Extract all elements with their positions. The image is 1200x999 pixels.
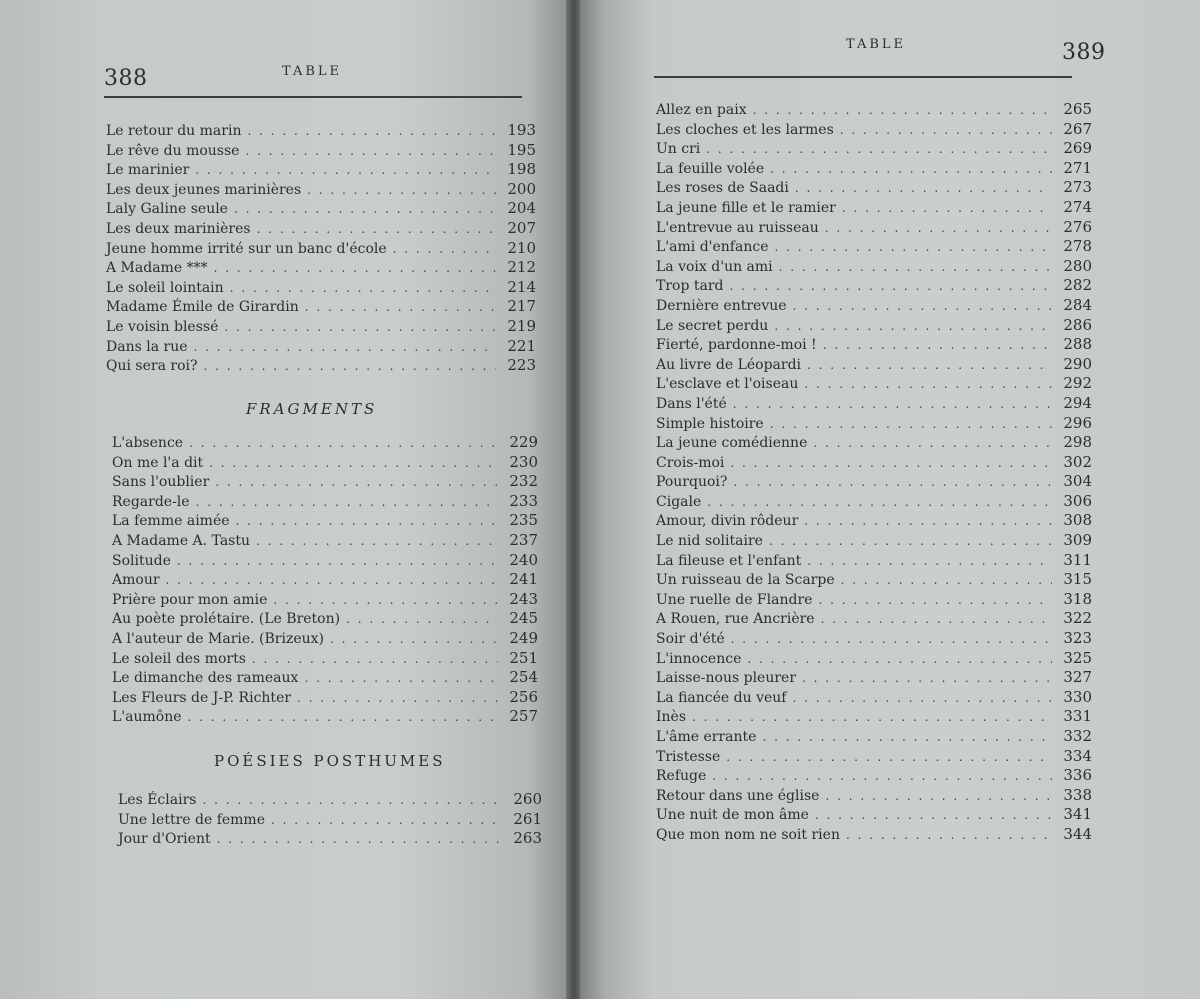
toc-entry <box>656 276 1092 296</box>
toc-entry <box>656 707 1092 727</box>
toc-entry-page: 256 <box>509 687 538 706</box>
dot-leader <box>707 493 1052 513</box>
dot-leader <box>393 240 496 260</box>
toc-entry-title: Une ruelle de Flandre <box>656 591 813 608</box>
toc-entry <box>656 472 1092 492</box>
toc-entry-page: 306 <box>1063 491 1092 510</box>
toc-entry-title: Dans l'été <box>656 395 727 412</box>
toc-entry <box>656 727 1092 747</box>
toc-entry-title: Un cri <box>656 141 701 158</box>
toc-entry <box>656 786 1092 806</box>
toc-entry-page: 260 <box>513 790 542 808</box>
dot-leader <box>769 532 1052 552</box>
dot-leader <box>792 689 1052 709</box>
right-page-number: 389 <box>1062 40 1106 65</box>
toc-entry-title: Qui sera roi? <box>106 358 198 375</box>
toc-entry <box>656 433 1092 453</box>
toc-entry-title: Le secret perdu <box>656 317 769 334</box>
dot-leader <box>209 454 498 474</box>
dot-leader <box>256 532 498 552</box>
dot-leader <box>804 375 1052 395</box>
dot-leader <box>813 434 1052 454</box>
toc-entry-title: Les Fleurs de J-P. Richter <box>112 689 292 706</box>
toc-entry-page: 195 <box>507 140 536 159</box>
toc-list-fragments <box>112 433 538 727</box>
toc-entry-title: Prière pour mon amie <box>112 591 268 608</box>
toc-entry-title: Les roses de Saadi <box>656 180 789 197</box>
toc-entry-page: 207 <box>507 218 536 237</box>
toc-entry-title: A l'auteur de Marie. (Brizeux) <box>112 630 325 647</box>
dot-leader <box>271 811 502 831</box>
dot-leader <box>779 258 1052 278</box>
dot-leader <box>304 669 498 689</box>
toc-entry-page: 286 <box>1063 315 1092 334</box>
toc-entry-page: 325 <box>1063 648 1092 667</box>
dot-leader <box>804 512 1052 532</box>
toc-entry-title: L'esclave et l'oiseau <box>656 376 799 393</box>
toc-entry-page: 273 <box>1063 178 1092 197</box>
toc-entry-title: Crois-moi <box>656 454 725 471</box>
toc-entry-title: Solitude <box>112 552 171 569</box>
toc-entry-page: 294 <box>1063 393 1092 412</box>
toc-entry-title: Le rêve du mousse <box>106 142 240 159</box>
dot-leader <box>712 767 1052 787</box>
toc-entry-page: 263 <box>513 829 542 848</box>
dot-leader <box>257 220 496 240</box>
toc-entry-title: La jeune fille et le ramier <box>656 199 836 216</box>
toc-entry <box>656 492 1092 512</box>
toc-entry <box>656 766 1092 786</box>
dot-leader <box>821 610 1052 630</box>
dot-leader <box>177 552 498 572</box>
dot-leader <box>194 338 497 358</box>
left-running-head: TABLE <box>282 64 343 79</box>
toc-entry <box>112 649 538 669</box>
toc-entry <box>656 296 1092 316</box>
toc-entry <box>656 668 1092 688</box>
left-page <box>0 0 568 999</box>
toc-entry <box>112 609 538 629</box>
toc-entry-title: Que mon nom ne soit rien <box>656 826 840 843</box>
dot-leader <box>224 318 496 338</box>
toc-entry-page: 267 <box>1063 119 1092 138</box>
toc-entry-page: 251 <box>509 648 538 667</box>
toc-entry-title: Le dimanche des rameaux <box>112 670 299 687</box>
dot-leader <box>825 219 1052 239</box>
toc-entry-title: La feuille volée <box>656 160 765 177</box>
toc-entry-title: Soir d'été <box>656 631 725 648</box>
toc-entry-page: 302 <box>1063 452 1092 471</box>
toc-entry-title: Laisse-nous pleurer <box>656 670 797 687</box>
toc-entry-page: 318 <box>1063 589 1092 608</box>
dot-leader <box>188 708 498 728</box>
toc-entry-title: Madame Émile de Girardin <box>106 299 299 316</box>
toc-entry-page: 219 <box>507 316 536 335</box>
toc-entry-page: 233 <box>509 491 538 510</box>
toc-entry-page: 217 <box>507 297 536 316</box>
toc-entry <box>112 707 538 727</box>
dot-leader <box>770 415 1052 435</box>
right-header-rule <box>654 76 1072 78</box>
dot-leader <box>770 160 1052 180</box>
dot-leader <box>731 630 1052 650</box>
toc-entry <box>656 531 1092 551</box>
toc-entry <box>656 257 1092 277</box>
toc-entry-page: 235 <box>509 511 538 530</box>
toc-entry <box>106 278 536 298</box>
right-page <box>580 0 1200 999</box>
dot-leader <box>195 161 496 181</box>
toc-entry-page: 271 <box>1063 158 1092 177</box>
dot-leader <box>825 787 1052 807</box>
toc-entry-page: 269 <box>1063 139 1092 158</box>
dot-leader <box>840 121 1052 141</box>
toc-entry-page: 341 <box>1063 805 1092 824</box>
toc-entry-page: 344 <box>1063 824 1092 843</box>
toc-entry <box>106 141 536 161</box>
toc-entry <box>656 551 1092 571</box>
toc-entry <box>106 160 536 180</box>
toc-entry <box>656 100 1092 120</box>
toc-entry-page: 334 <box>1063 746 1092 765</box>
toc-entry-title: Les deux jeunes marinières <box>106 181 302 198</box>
toc-entry <box>656 825 1092 845</box>
toc-entry-page: 311 <box>1063 550 1092 569</box>
toc-entry <box>656 570 1092 590</box>
toc-entry-title: Jour d'Orient <box>118 831 211 848</box>
toc-entry-title: Le retour du marin <box>106 123 242 139</box>
toc-entry <box>112 531 538 551</box>
toc-entry <box>656 316 1092 336</box>
toc-entry-title: L'âme errante <box>656 729 757 745</box>
toc-entry-page: 214 <box>507 277 536 296</box>
toc-entry <box>106 297 536 317</box>
toc-entry-page: 309 <box>1063 531 1092 550</box>
toc-entry <box>118 810 542 830</box>
toc-entry-page: 282 <box>1063 276 1092 295</box>
toc-entry-page: 338 <box>1063 785 1092 804</box>
toc-entry <box>656 374 1092 394</box>
toc-entry-page: 257 <box>509 707 538 726</box>
toc-entry-page: 284 <box>1063 295 1092 314</box>
toc-entry-title: Simple histoire <box>656 415 764 432</box>
dot-leader <box>236 512 498 532</box>
dot-leader <box>692 708 1052 728</box>
toc-entry <box>656 805 1092 825</box>
toc-entry-title: Fierté, pardonne-moi ! <box>656 337 817 354</box>
dot-leader <box>346 610 498 630</box>
section-heading-posthumes: POÉSIES POSTHUMES <box>214 752 446 770</box>
dot-leader <box>793 297 1052 317</box>
toc-entry-page: 223 <box>507 356 536 375</box>
toc-entry-page: 254 <box>509 668 538 687</box>
toc-entry <box>656 218 1092 238</box>
dot-leader <box>726 748 1052 768</box>
toc-entry <box>656 453 1092 473</box>
dot-leader <box>189 434 498 454</box>
toc-entry-title: Cigale <box>656 493 702 510</box>
toc-entry-page: 327 <box>1063 668 1092 687</box>
toc-entry <box>112 629 538 649</box>
dot-leader <box>204 357 497 377</box>
toc-entry <box>112 453 538 473</box>
toc-entry <box>656 590 1092 610</box>
dot-leader <box>818 591 1052 611</box>
dot-leader <box>245 142 496 162</box>
dot-leader <box>297 689 498 709</box>
toc-entry-page: 308 <box>1063 511 1092 530</box>
toc-entry-page: 240 <box>509 550 538 569</box>
toc-entry-page: 322 <box>1063 609 1092 628</box>
dot-leader <box>802 669 1052 689</box>
toc-entry-title: A Madame A. Tastu <box>112 532 250 549</box>
toc-entry <box>106 180 536 200</box>
dot-leader <box>706 140 1052 160</box>
toc-entry <box>656 609 1092 629</box>
dot-leader <box>747 650 1052 670</box>
toc-entry <box>106 258 536 278</box>
toc-entry-page: 229 <box>509 433 538 451</box>
dot-leader <box>215 473 498 493</box>
toc-list-posthumes <box>118 790 542 849</box>
dot-leader <box>252 650 498 670</box>
toc-entry-page: 261 <box>513 809 542 828</box>
toc-entry <box>118 829 542 849</box>
toc-entry-page: 298 <box>1063 433 1092 452</box>
toc-entry-title: Un ruisseau de la Scarpe <box>656 572 835 589</box>
toc-entry-title: Allez en paix <box>656 102 747 118</box>
toc-entry-page: 265 <box>1063 100 1092 118</box>
toc-entry-title: Dans la rue <box>106 338 188 355</box>
toc-entry-title: Jeune homme irrité sur un banc d'école <box>106 240 387 257</box>
toc-entry-title: Une lettre de femme <box>118 811 265 828</box>
dot-leader <box>202 791 502 811</box>
toc-entry <box>106 199 536 219</box>
dot-leader <box>841 571 1052 591</box>
toc-entry <box>656 237 1092 257</box>
dot-leader <box>823 336 1052 356</box>
toc-entry-title: Les Éclairs <box>118 792 197 808</box>
toc-entry <box>112 472 538 492</box>
dot-leader <box>733 473 1052 493</box>
toc-entry <box>656 139 1092 159</box>
toc-entry-title: A Madame *** <box>106 260 208 277</box>
toc-entry-page: 304 <box>1063 472 1092 491</box>
toc-entry-page: 221 <box>507 336 536 355</box>
toc-entry <box>112 590 538 610</box>
toc-entry-page: 245 <box>509 609 538 628</box>
toc-entry-page: 212 <box>507 258 536 277</box>
toc-entry-title: L'entrevue au ruisseau <box>656 219 819 236</box>
right-running-head: TABLE <box>846 37 907 52</box>
toc-entry <box>656 747 1092 767</box>
toc-entry-title: La voix d'un ami <box>656 258 773 275</box>
toc-list-right <box>656 100 1092 845</box>
toc-entry-page: 237 <box>509 530 538 549</box>
section-heading-fragments: FRAGMENTS <box>246 400 378 418</box>
toc-entry-title: Pourquoi? <box>656 474 728 491</box>
toc-entry <box>112 511 538 531</box>
toc-entry <box>656 629 1092 649</box>
dot-leader <box>842 199 1052 219</box>
toc-entry-page: 210 <box>507 238 536 257</box>
toc-entry-page: 292 <box>1063 374 1092 393</box>
toc-entry-title: L'innocence <box>656 650 742 667</box>
toc-entry <box>118 790 542 810</box>
toc-entry-title: La femme aimée <box>112 513 230 530</box>
toc-entry-title: Une nuit de mon âme <box>656 807 809 824</box>
toc-entry-page: 315 <box>1063 570 1092 589</box>
toc-entry-title: Le marinier <box>106 162 190 179</box>
toc-entry <box>656 335 1092 355</box>
toc-entry-page: 232 <box>509 472 538 491</box>
toc-entry-title: Le voisin blessé <box>106 318 219 335</box>
dot-leader <box>762 728 1052 748</box>
toc-entry-title: La fiancée du veuf <box>656 689 787 706</box>
toc-entry-title: Trop tard <box>656 278 724 295</box>
dot-leader <box>774 238 1052 258</box>
toc-entry-title: Au poète prolétaire. (Le Breton) <box>112 611 341 628</box>
toc-entry-title: Retour dans une église <box>656 787 820 804</box>
dot-leader <box>795 179 1052 199</box>
toc-entry-title: La jeune comédienne <box>656 435 808 452</box>
toc-entry-page: 200 <box>507 179 536 198</box>
toc-entry <box>656 120 1092 140</box>
toc-entry <box>106 337 536 357</box>
dot-leader <box>166 571 498 591</box>
dot-leader <box>230 279 496 299</box>
toc-entry-page: 332 <box>1063 727 1092 745</box>
dot-leader <box>307 181 496 201</box>
toc-entry-page: 331 <box>1063 707 1092 726</box>
toc-entry-page: 193 <box>507 121 536 139</box>
toc-entry <box>112 551 538 571</box>
toc-entry <box>106 317 536 337</box>
toc-entry <box>106 356 536 376</box>
toc-entry <box>656 178 1092 198</box>
toc-entry-title: L'absence <box>112 435 184 451</box>
toc-entry-page: 204 <box>507 199 536 218</box>
dot-leader <box>234 200 496 220</box>
toc-entry <box>656 394 1092 414</box>
toc-entry-title: Dernière entrevue <box>656 297 787 314</box>
toc-entry-page: 280 <box>1063 256 1092 275</box>
toc-entry-title: L'aumône <box>112 709 182 726</box>
dot-leader <box>247 122 496 142</box>
toc-list-left-top <box>106 121 536 376</box>
toc-entry-page: 288 <box>1063 335 1092 354</box>
left-header-rule <box>104 96 522 98</box>
toc-entry-title: Laly Galine seule <box>106 201 228 218</box>
dot-leader <box>807 552 1052 572</box>
dot-leader <box>730 277 1053 297</box>
dot-leader <box>733 395 1052 415</box>
toc-entry-title: A Rouen, rue Ancrière <box>656 611 815 628</box>
toc-entry-page: 336 <box>1063 766 1092 785</box>
toc-entry-title: Au livre de Léopardi <box>656 356 802 373</box>
toc-entry-page: 296 <box>1063 413 1092 432</box>
toc-entry-page: 249 <box>509 628 538 647</box>
toc-entry-title: La fileuse et l'enfant <box>656 552 802 569</box>
dot-leader <box>774 317 1052 337</box>
toc-entry <box>112 492 538 512</box>
dot-leader <box>330 630 498 650</box>
dot-leader <box>753 101 1052 121</box>
toc-entry-page: 323 <box>1063 629 1092 648</box>
toc-entry-title: Sans l'oublier <box>112 474 210 491</box>
toc-entry-title: Le soleil des morts <box>112 650 246 667</box>
dot-leader <box>217 830 502 850</box>
toc-entry <box>106 239 536 259</box>
toc-entry-page: 241 <box>509 570 538 589</box>
toc-entry <box>656 198 1092 218</box>
dot-leader <box>273 591 498 611</box>
toc-entry-title: Le soleil lointain <box>106 279 224 296</box>
toc-entry <box>106 219 536 239</box>
toc-entry <box>106 121 536 141</box>
dot-leader <box>196 493 498 513</box>
toc-entry-page: 290 <box>1063 354 1092 373</box>
toc-entry-page: 230 <box>509 452 538 471</box>
toc-entry-page: 276 <box>1063 217 1092 236</box>
toc-entry <box>656 511 1092 531</box>
toc-entry-page: 198 <box>507 160 536 179</box>
toc-entry-page: 278 <box>1063 237 1092 256</box>
toc-entry-title: Tristesse <box>656 748 721 765</box>
toc-entry <box>112 433 538 453</box>
left-page-number: 388 <box>104 66 148 91</box>
toc-entry-title: Amour, divin rôdeur <box>656 513 799 530</box>
toc-entry-title: Le nid solitaire <box>656 533 763 550</box>
toc-entry <box>656 688 1092 708</box>
toc-entry-title: Amour <box>112 572 160 589</box>
toc-entry <box>656 159 1092 179</box>
toc-entry-page: 243 <box>509 589 538 608</box>
dot-leader <box>846 826 1052 846</box>
toc-entry <box>112 668 538 688</box>
dot-leader <box>305 298 496 318</box>
toc-entry <box>112 570 538 590</box>
toc-entry <box>656 414 1092 434</box>
toc-entry-page: 274 <box>1063 197 1092 216</box>
toc-entry-title: Regarde-le <box>112 493 190 510</box>
toc-entry-title: L'ami d'enfance <box>656 239 769 256</box>
dot-leader <box>214 259 496 279</box>
toc-entry-title: Les deux marinières <box>106 220 251 237</box>
dot-leader <box>815 806 1052 826</box>
dot-leader <box>730 454 1052 474</box>
toc-entry-page: 330 <box>1063 687 1092 706</box>
toc-entry-title: Refuge <box>656 768 707 785</box>
toc-entry <box>656 649 1092 669</box>
toc-entry-title: Les cloches et les larmes <box>656 121 834 138</box>
toc-entry-title: On me l'a dit <box>112 454 204 471</box>
toc-entry <box>112 688 538 708</box>
dot-leader <box>807 356 1052 376</box>
toc-entry-title: Inès <box>656 709 687 726</box>
toc-entry <box>656 355 1092 375</box>
